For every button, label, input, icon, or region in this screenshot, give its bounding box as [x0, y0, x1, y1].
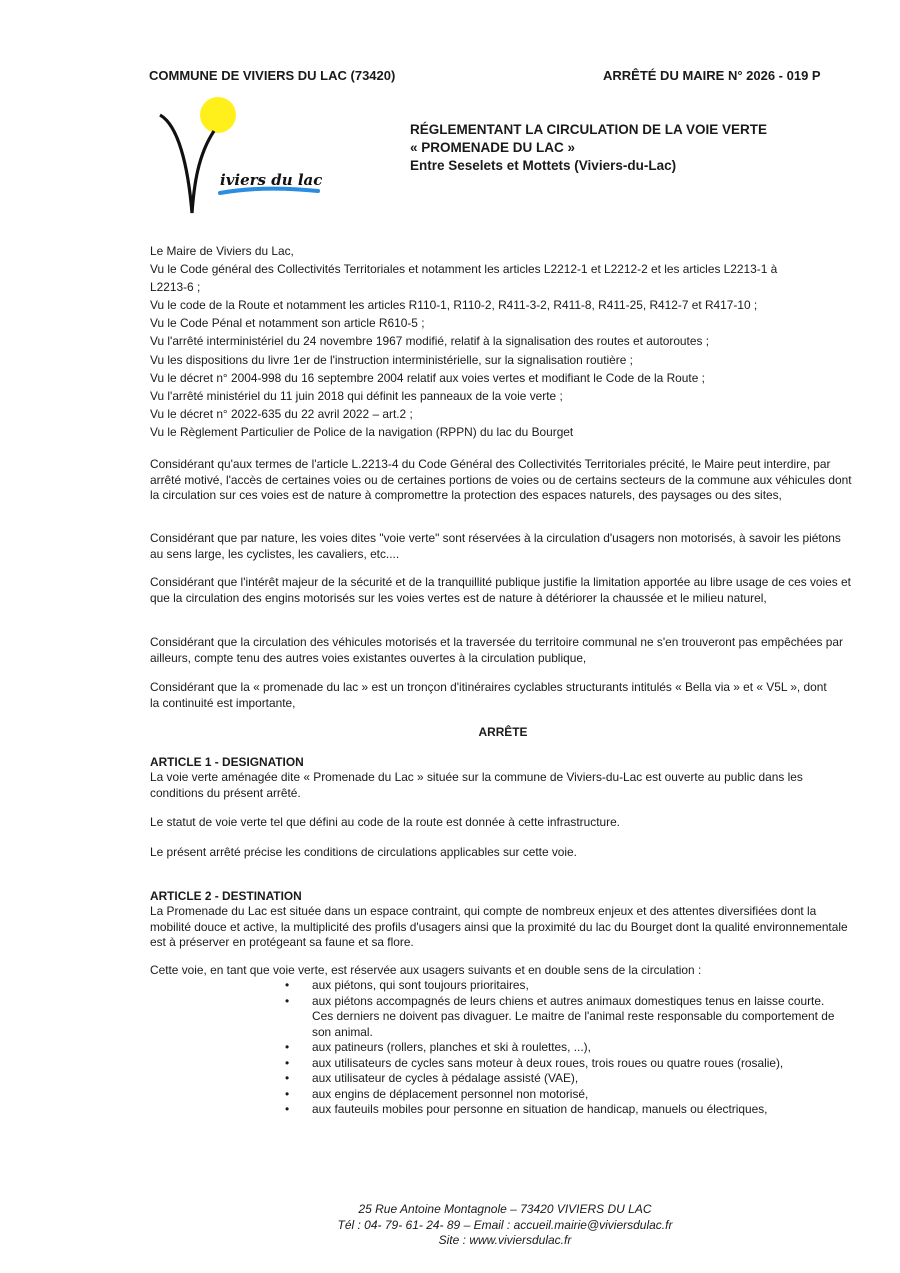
title-line-3: Entre Seselets et Mottets (Viviers-du-Lac) [410, 158, 677, 173]
list-item: • aux patineurs (rollers, planches et ski à roulettes, ...), [312, 1040, 837, 1056]
article-1-heading: ARTICLE 1 - DESIGNATION [150, 755, 304, 769]
article-1-paragraph-3: Le présent arrêté précise les conditions de circulations applicables sur cette voie. [150, 845, 577, 859]
list-item: • aux piétons, qui sont toujours prioritaires, [312, 978, 837, 994]
article-1-paragraph-1: La voie verte aménagée dite « Promenade du Lac » située sur la commune de Viviers-du-Lac est ouverte au public dans les conditions du présent arrêté. [150, 770, 803, 800]
visa-line: Vu le décret n° 2022-635 du 22 avril 2022 – art.2 ; [150, 406, 413, 421]
footer [230, 1202, 780, 1249]
list-item: • aux piétons accompagnés de leurs chiens et autres animaux domestiques tenus en laisse courte. Ces derniers ne doivent pas divaguer. Le maitre de l'animal reste responsable du comportement de son animal. [312, 994, 837, 1041]
list-item: • aux engins de déplacement personnel non motorisé, [312, 1087, 837, 1103]
visa-line: Vu l'arrêté interministériel du 24 novembre 1967 modifié, relatif à la signalisation des routes et autoroutes ; [150, 334, 710, 349]
visa-line: Vu le code de la Route et notamment les articles R110-1, R110-2, R411-3-2, R411-8, R411-25, R412-7 et R417-10 ; [150, 298, 758, 313]
article-2-heading: ARTICLE 2 - DESTINATION [150, 889, 302, 903]
article-1-paragraph-2: Le statut de voie verte tel que défini au code de la route est donnée à cette infrastructure. [150, 815, 620, 829]
considerant-4: Considérant que la circulation des véhicules motorisés et la traversée du territoire communal ne s'en trouveront pas empêchées par ailleurs, compte tenu des autres voies existantes ouvertes à la circulation publique, [150, 635, 843, 665]
visa-line: Vu l'arrêté ministériel du 11 juin 2018 qui définit les panneaux de la voie verte ; [150, 388, 563, 403]
title-line-2: « PROMENADE DU LAC » [410, 140, 576, 155]
commune-logo [158, 95, 328, 220]
title-line-1: RÉGLEMENTANT LA CIRCULATION DE LA VOIE VERTE [410, 122, 767, 137]
visa-line: Vu les dispositions du livre 1er de l'instruction interministérielle, sur la signalisation routière ; [150, 352, 633, 367]
footer-contact: Tél : 04- 79- 61- 24- 89 – Email : accueil.mairie@viviersdulac.fr [337, 1217, 673, 1232]
considerant-1: Considérant qu'aux termes de l'article L.2213-4 du Code Général des Collectivités Territoriales précité, le Maire peut interdire, par arrêté motivé, l'accès de certaines voies ou de certaines portions de voies ou de certains secteurs de la commune aux véhicules dont la circulation sur ces voies est de nature à compromettre la protection des espaces naturels, des paysages ou des sites, [150, 457, 852, 502]
arrete-number: ARRÊTÉ DU MAIRE N° 2026 - 019 P [603, 68, 821, 83]
logo-v-stroke [160, 115, 214, 213]
footer-address: 25 Rue Antoine Montagnole – 73420 VIVIERS DU LAC [358, 1202, 652, 1216]
logo-wave [220, 189, 318, 193]
visa-line: Vu le Code général des Collectivités Territoriales et notamment les articles L2212-1 et L2212-2 et les articles L2213-1 à [150, 262, 778, 277]
logo-graphic [158, 95, 328, 220]
list-item: • aux fauteuils mobiles pour personne en situation de handicap, manuels ou électriques, [312, 1102, 837, 1118]
document-title [410, 121, 767, 175]
commune-header: COMMUNE DE VIVIERS DU LAC (73420) [149, 68, 396, 83]
list-item: • aux utilisateurs de cycles sans moteur à deux roues, trois roues ou quatre roues (rosalie), [312, 1056, 837, 1072]
visa-line: Vu le décret n° 2004-998 du 16 septembre 2004 relatif aux voies vertes et modifiant le Code de la Route ; [150, 370, 705, 385]
arrete-heading: ARRÊTE [478, 725, 528, 739]
footer-site: Site : www.viviersdulac.fr [438, 1233, 572, 1247]
article-2-paragraph-2: Cette voie, en tant que voie verte, est réservée aux usagers suivants et en double sens de la circulation : [150, 963, 702, 977]
logo-sun [200, 97, 236, 133]
considerant-3: Considérant que l'intérêt majeur de la sécurité et de la tranquillité publique justifie la limitation apportée au libre usage de ces voies et que la circulation des engins motorisés sur les voies vertes est de nature à détériorer la chaussée et le milieu naturel, [150, 575, 851, 605]
article-2-paragraph-1: La Promenade du Lac est située dans un espace contraint, qui compte de nombreux enjeux et des attentes diversifiées dont la mobilité douce et active, la multiplicité des profils d'usagers ainsi que la proximité du lac du Bourget dont la qualité environnementale est à préserver en protégeant sa faune et sa flore. [150, 904, 848, 949]
visas-list [150, 242, 850, 441]
considerant-5: Considérant que la « promenade du lac » est un tronçon d'itinéraires cyclables structurants intitulés « Bella via » et « V5L », dont la continuité est importante, [150, 680, 827, 710]
visa-line: Vu le Règlement Particulier de Police de la navigation (RPPN) du lac du Bourget [150, 424, 574, 439]
usagers-list [312, 978, 837, 1118]
visa-line: L2213-6 ; [150, 280, 201, 295]
logo-text: iviers du lac [220, 171, 323, 189]
considerant-2: Considérant que par nature, les voies dites "voie verte" sont réservées à la circulation d'usagers non motorisés, à savoir les piétons au sens large, les cyclistes, les cavaliers, etc.... [150, 531, 841, 561]
visa-line: Le Maire de Viviers du Lac, [150, 244, 294, 258]
list-item: • aux utilisateur de cycles à pédalage assisté (VAE), [312, 1071, 837, 1087]
visa-line: Vu le Code Pénal et notamment son article R610-5 ; [150, 316, 425, 331]
